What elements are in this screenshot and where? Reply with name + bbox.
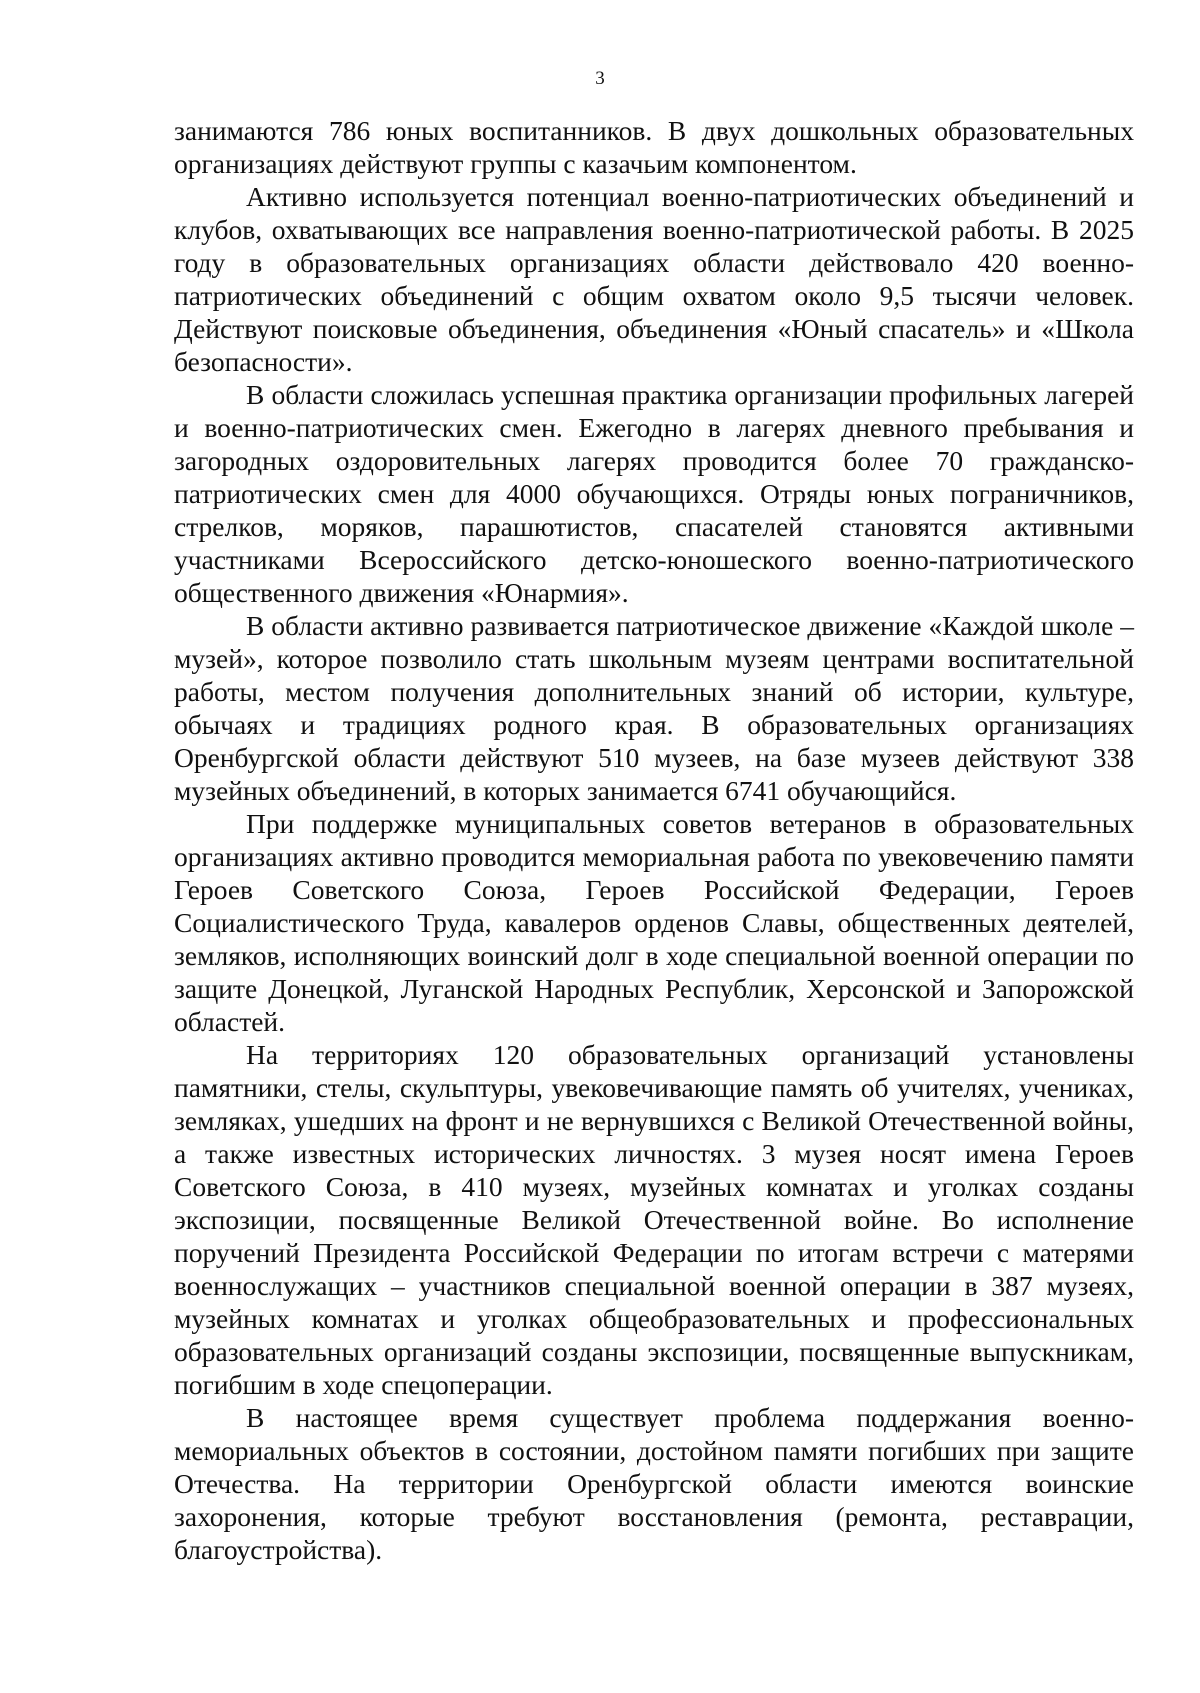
paragraph-profile-camps: В области сложилась успешная практика организации профильных лагерей и военно-патриотических смен. Ежегодно в лагерях дневного пребывания и загородных оздоровительных лагерях проводится более 70 гражданско-патриотических смен для 4000 обучающихся. Отряды юных пограничников, стрелков, моряков, парашютистов, спасателей становятся активными участниками Всероссийского детско-юношеского военно-патриотического общественного движения «Юнармия».: [174, 379, 1134, 608]
paragraph-memorial-work: При поддержке муниципальных советов ветеранов в образовательных организациях активно проводится мемориальная работа по увековечению памяти Героев Советского Союза, Героев Российской Федерации, Героев Социалистического Труда, кавалеров орденов Славы, общественных деятелей, земляков, исполняющих воинский долг в ходе специальной военной операции по защите Донецкой, Луганской Народных Республик, Херсонской и Запорожской областей.: [174, 808, 1134, 1037]
paragraph-memorial-objects-problem: В настоящее время существует проблема поддержания военно-мемориальных объектов в состоянии, достойном памяти погибших при защите Отечества. На территории Оренбургской области имеются воинские захоронения, которые требуют восстановления (ремонта, реставрации, благоустройства).: [174, 1402, 1134, 1565]
page-number: 3: [595, 68, 605, 89]
paragraph-continuation: занимаются 786 юных воспитанников. В двух дошкольных образовательных организациях действуют группы с казачьим компонентом.: [174, 115, 1134, 179]
paragraph-military-patriotic-associations: Активно используется потенциал военно-патриотических объединений и клубов, охватывающих все направления военно-патриотической работы. В 2025 году в образовательных организациях области действовало 420 военно-патриотических объединений с общим охватом около 9,5 тысячи человек. Действуют поисковые объединения, объединения «Юный спасатель» и «Школа безопасности».: [174, 181, 1134, 377]
paragraph-monuments-expositions: На территориях 120 образовательных организаций установлены памятники, стелы, скульптуры, увековечивающие память об учителях, учениках, земляках, ушедших на фронт и не вернувшихся с Великой Отечественной войны, а также известных исторических личностях. 3 музея носят имена Героев Советского Союза, в 410 музеях, музейных комнатах и уголках созданы экспозиции, посвященные Великой Отечественной войне. Во исполнение поручений Президента Российской Федерации по итогам встречи с матерями военнослужащих – участников специальной военной операции в 387 музеях, музейных комнатах и уголках общеобразовательных и профессиональных образовательных организаций созданы экспозиции, посвященные выпускникам, погибшим в ходе спецоперации.: [174, 1039, 1134, 1400]
document-body: [174, 114, 1134, 1566]
paragraph-school-museums: В области активно развивается патриотическое движение «Каждой школе – музей», которое позволило стать школьным музеям центрами воспитательной работы, местом получения дополнительных знаний об истории, культуре, обычаях и традициях родного края. В образовательных организациях Оренбургской области действуют 510 музеев, на базе музеев действуют 338 музейных объединений, в которых занимается 6741 обучающийся.: [174, 610, 1134, 806]
